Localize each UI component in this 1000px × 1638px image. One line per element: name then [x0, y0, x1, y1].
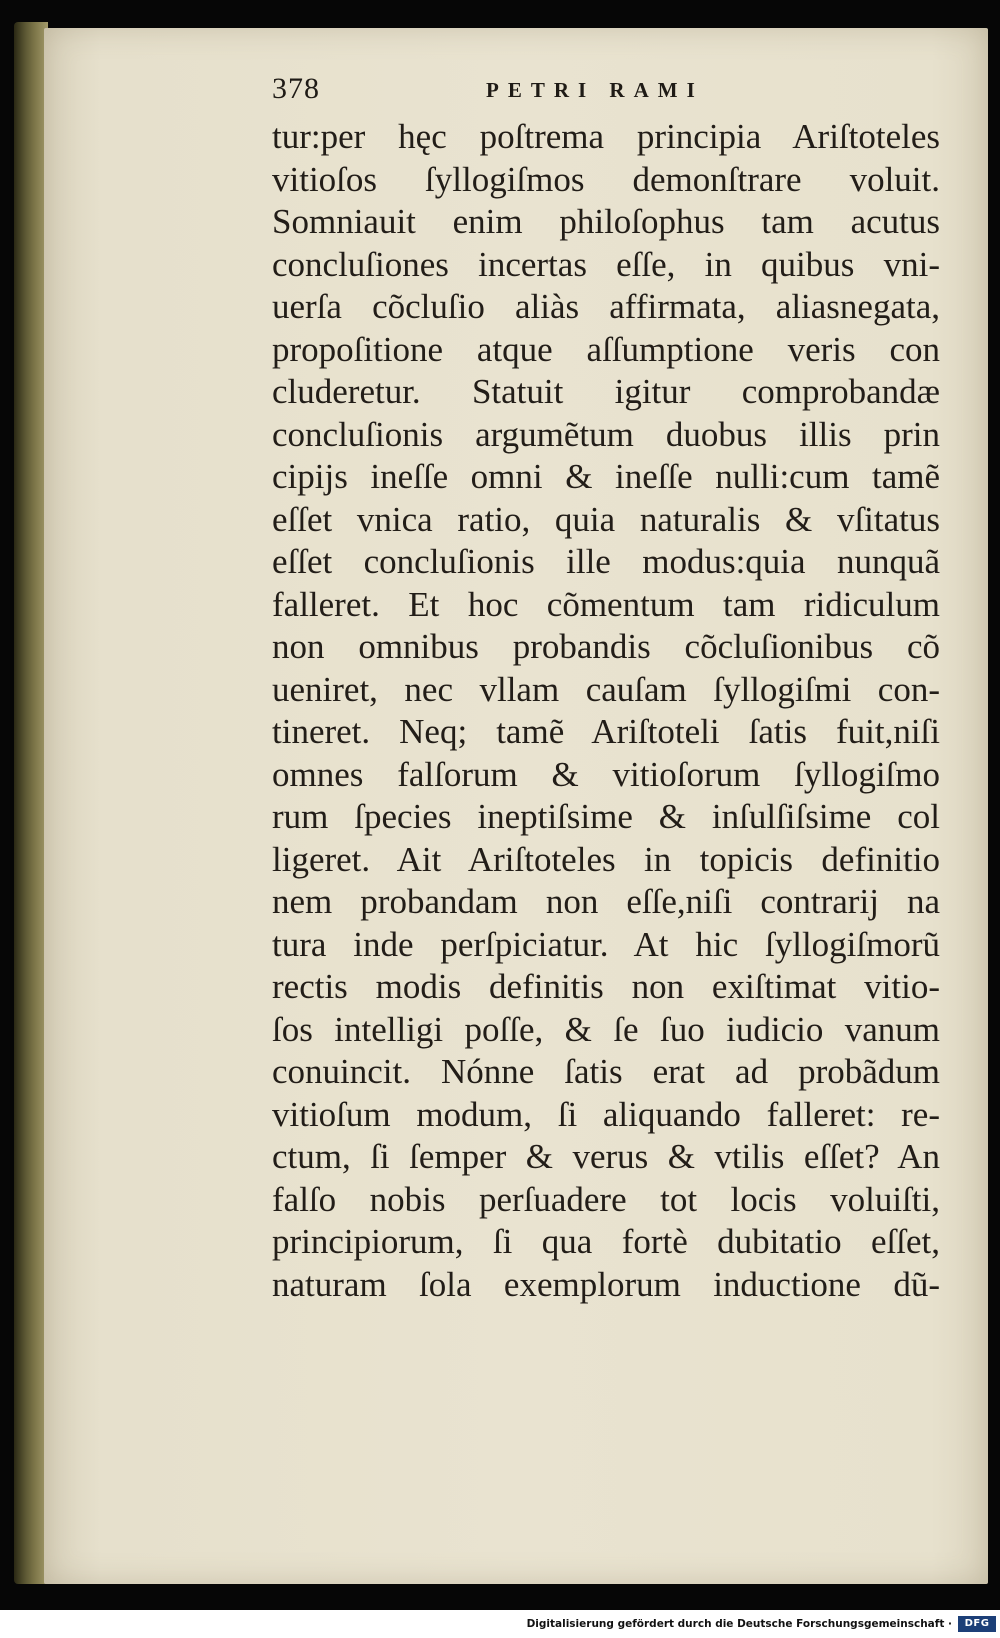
text-line: vitioſum modum, ſi aliquando falleret: re- [272, 1094, 940, 1134]
text-line: vitioſos ſyllogiſmos demonſtrare voluit. [272, 159, 940, 199]
text-line: rectis modis definitis non exiſtimat vitio- [272, 967, 940, 1006]
page-number: 378 [272, 72, 320, 105]
text-line: cluderetur. Statuit igitur comprobandæ [272, 372, 940, 411]
text-line: concluſionis argumẽtum duobus illis prin [272, 414, 940, 454]
text-line: principiorum, ſi qua fortè dubitatio eſſet, [272, 1222, 940, 1261]
running-head-title: PETRI RAMI [486, 78, 704, 102]
text-line: uerſa cõcluſio aliàs affirmata, aliasnegata, [272, 287, 940, 326]
text-line: cipijs ineſſe omni & ineſſe nulli:cum tamẽ [272, 457, 940, 496]
text-line: Somniauit enim philoſophus tam acutus [272, 202, 940, 241]
text-line: eſſet concluſionis ille modus:quia nunquã [272, 542, 940, 581]
text-line: nem probandam non eſſe,niſi contrarij na [272, 882, 940, 921]
text-line: propoſitione atque aſſumptione veris con [272, 329, 940, 369]
running-head [272, 72, 952, 112]
text-line: naturam ſola exemplorum inductione dũ- [272, 1264, 940, 1304]
body-text [272, 116, 940, 1306]
text-line: ueniret, nec vllam cauſam ſyllogiſmi con- [272, 669, 940, 709]
text-line: tura inde perſpiciatur. At hic ſyllogiſmorũ [272, 924, 940, 964]
text-line: tur:per hęc poſtrema principia Ariſtoteles [272, 117, 940, 156]
text-line: falſo nobis perſuadere tot locis voluiſti, [272, 1179, 940, 1219]
text-line: ſos intelligi poſſe, & ſe ſuo iudicio vanum [272, 1009, 940, 1049]
text-line: conuincit. Nónne ſatis erat ad probãdum [272, 1052, 940, 1091]
text-line: ligeret. Ait Ariſtoteles in topicis definitio [272, 839, 940, 879]
text-line: ctum, ſi ſemper & verus & vtilis eſſet? An [272, 1137, 940, 1176]
dfg-logo-icon: DFG [958, 1616, 996, 1632]
book-spine-edge [14, 22, 48, 1584]
text-line: rum ſpecies ineptiſsime & inſulſiſsime col [272, 797, 940, 836]
text-line: falleret. Et hoc cõmentum tam ridiculum [272, 584, 940, 624]
text-line: non omnibus probandis cõcluſionibus cõ [272, 627, 940, 666]
text-line: tineret. Neq; tamẽ Ariſtoteli ſatis fuit,niſi [272, 712, 940, 751]
footer-bar [0, 1610, 1000, 1638]
text-line: eſſet vnica ratio, quia naturalis & vſitatus [272, 499, 940, 539]
text-line: concluſiones incertas eſſe, in quibus vni- [272, 244, 940, 284]
text-line: omnes falſorum & vitioſorum ſyllogiſmo [272, 754, 940, 794]
funding-credit: Digitalisierung gefördert durch die Deutsche Forschungsgemeinschaft · [526, 1618, 952, 1630]
